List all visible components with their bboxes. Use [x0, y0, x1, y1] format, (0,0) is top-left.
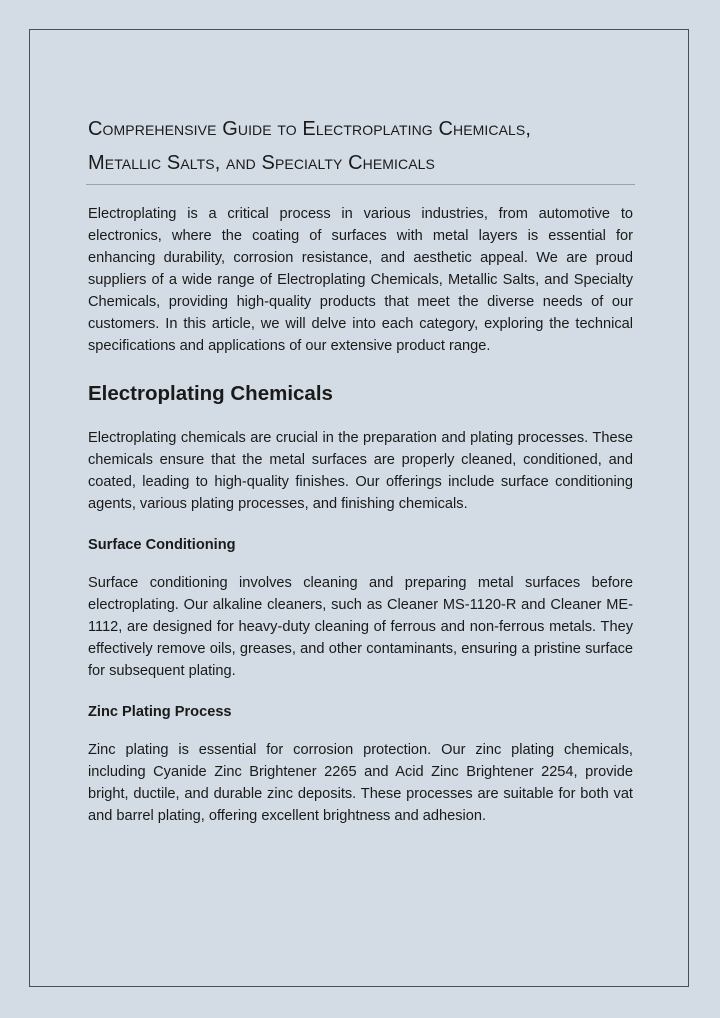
section-heading-electroplating-chemicals: Electroplating Chemicals [88, 382, 333, 405]
subsection-paragraph-zinc-plating-process: Zinc plating is essential for corrosion protection. Our zinc plating chemicals, including Cyanide Zinc Brightener 2265 and Acid Zinc Brightener 2254, provide bright, ductile, and durable zinc deposits. These processes are suitable for both vat and barrel plating, offering excellent brightness and adhesion. [88, 742, 633, 824]
section-paragraph-electroplating-chemicals: Electroplating chemicals are crucial in the preparation and plating processes. These chemicals ensure that the metal surfaces are properly cleaned, conditioned, and coated, leading to high-quality finishes. Our offerings include surface conditioning agents, various plating processes, and finishing chemicals. [88, 430, 633, 512]
document-content [88, 112, 633, 827]
subsection-heading-zinc-plating-process: Zinc Plating Process [88, 704, 232, 720]
document-title-line-1: Comprehensive Guide to Electroplating Chemicals, [88, 118, 532, 140]
title-divider [86, 184, 635, 185]
document-title-line-2: Metallic Salts, and Specialty Chemicals [88, 152, 435, 174]
document-title [88, 112, 633, 180]
subsection-paragraph-surface-conditioning: Surface conditioning involves cleaning and preparing metal surfaces before electroplating. Our alkaline cleaners, such as Cleaner MS-1120-R and Cleaner ME-1112, are designed for heavy-duty cleaning of ferrous and non-ferrous metals. They effectively remove oils, greases, and other contaminants, ensuring a pristine surface for subsequent plating. [88, 575, 633, 679]
subsection-heading-surface-conditioning: Surface Conditioning [88, 537, 236, 553]
intro-paragraph: Electroplating is a critical process in various industries, from automotive to electronics, where the coating of surfaces with metal layers is essential for enhancing durability, corrosion resistance, and aesthetic appeal. We are proud suppliers of a wide range of Electroplating Chemicals, Metallic Salts, and Specialty Chemicals, providing high-quality products that meet the diverse needs of our customers. In this article, we will delve into each category, exploring the technical specifications and applications of our extensive product range. [88, 206, 633, 354]
